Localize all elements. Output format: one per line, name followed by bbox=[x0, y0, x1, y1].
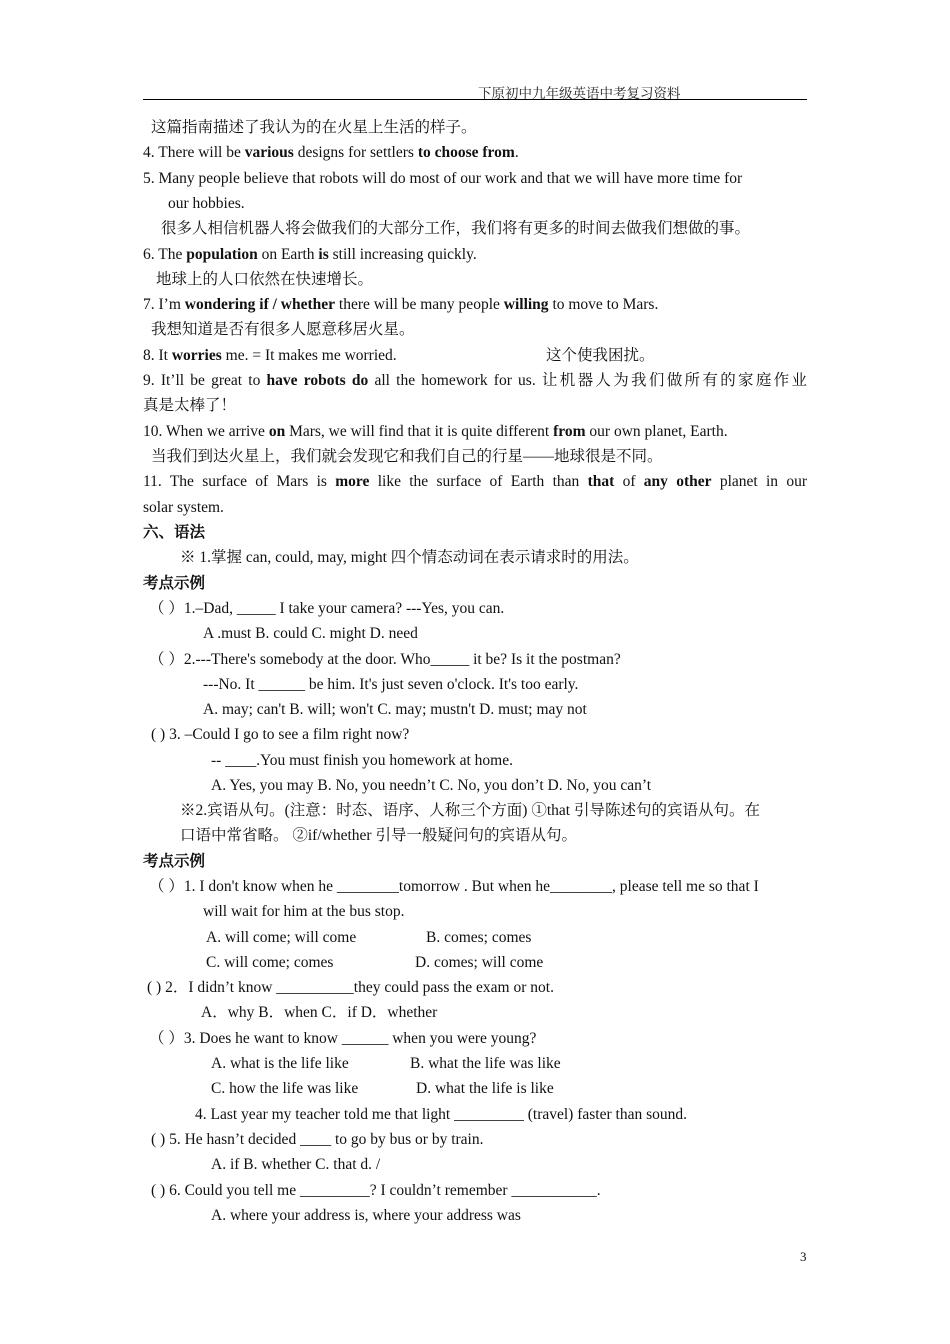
text-segment: 真是太棒了！ bbox=[143, 397, 237, 414]
text-segment: ( ) 5. He hasn’t decided ____ to go by bus or by train. bbox=[151, 1131, 484, 1148]
text-segment: to move to Mars. bbox=[548, 296, 659, 313]
text-line bbox=[151, 118, 477, 138]
text-segment: Mars, we will find that it is quite different bbox=[285, 423, 554, 440]
text-line bbox=[143, 245, 477, 265]
text-segment: 9. It’ll be great to bbox=[143, 372, 267, 389]
text-line bbox=[211, 1079, 358, 1099]
text-line bbox=[143, 472, 807, 492]
text-line bbox=[149, 1029, 536, 1049]
text-line bbox=[143, 523, 205, 543]
text-segment: solar system. bbox=[143, 499, 224, 516]
text-line bbox=[143, 396, 236, 416]
text-segment: worries bbox=[171, 347, 222, 364]
text-segment: on Earth bbox=[257, 246, 319, 263]
text-segment: of bbox=[614, 473, 644, 490]
text-segment: ( ) 3. –Could I go to see a film right now? bbox=[151, 726, 410, 743]
text-line bbox=[416, 1079, 554, 1099]
text-segment: 这个使我困扰。 bbox=[546, 347, 655, 364]
text-segment: A. if B. whether C. that d. / bbox=[211, 1156, 381, 1173]
text-segment: have robots do bbox=[266, 372, 369, 389]
page-header: 下原初中九年级英语中考复习资料 bbox=[478, 86, 681, 101]
text-line bbox=[546, 346, 655, 366]
text-segment: （ ）2.---There's somebody at the door. Who_____ it be? Is it the postman? bbox=[149, 651, 621, 668]
text-line bbox=[195, 1105, 687, 1125]
text-segment: ※ 1.掌握 can, could, may, might 四个情态动词在表示请求时的用法。 bbox=[180, 549, 639, 566]
text-line bbox=[180, 548, 639, 568]
text-segment: A．why B．when C．if D．whether bbox=[201, 1004, 438, 1021]
text-segment: 地球上的人口依然在快速增长。 bbox=[156, 271, 374, 288]
text-segment: wondering if / whether bbox=[184, 296, 336, 313]
text-line bbox=[156, 270, 373, 290]
text-line bbox=[211, 751, 513, 771]
text-segment: ( ) 6. Could you tell me _________? I couldn’t remember ___________. bbox=[151, 1182, 601, 1199]
text-line bbox=[206, 953, 333, 973]
text-segment: more bbox=[335, 473, 370, 490]
text-line bbox=[151, 1130, 483, 1150]
text-segment: various bbox=[244, 144, 294, 161]
text-segment: A. may; can't B. will; won't C. may; mustn't D. must; may not bbox=[203, 701, 587, 718]
text-segment: （ ）3. Does he want to know ______ when you were young? bbox=[149, 1030, 537, 1047]
text-segment: to choose from bbox=[417, 144, 515, 161]
text-segment: population bbox=[186, 246, 258, 263]
text-segment: 考点示例 bbox=[143, 853, 206, 870]
text-line bbox=[211, 1206, 521, 1226]
text-segment: planet in our bbox=[711, 473, 807, 490]
text-line bbox=[161, 219, 750, 239]
text-segment: （ ）1.–Dad, _____ I take your camera? ---Yes, you can. bbox=[149, 600, 505, 617]
text-segment: -- ____.You must finish you homework at home. bbox=[211, 752, 513, 769]
text-segment: 很多人相信机器人将会做我们的大部分工作，我们将有更多的时间去做我们想做的事。 bbox=[161, 220, 751, 237]
text-segment: 5. Many people believe that robots will do most of our work and that we will have more time for bbox=[143, 170, 743, 187]
text-line bbox=[143, 346, 397, 366]
text-segment: （ ）1. I don't know when he ________tomorrow . But when he________, please tell me so that I bbox=[149, 878, 759, 895]
text-line bbox=[149, 650, 621, 670]
text-line bbox=[143, 169, 742, 189]
text-line bbox=[203, 902, 404, 922]
text-segment: A .must B. could C. might D. need bbox=[203, 625, 418, 642]
text-segment: ---No. It ______ be him. It's just seven o'clock. It's too early. bbox=[203, 676, 579, 693]
text-line bbox=[426, 928, 531, 948]
text-line bbox=[201, 1003, 437, 1023]
text-segment: . bbox=[514, 144, 519, 161]
text-segment: A. what is the life like bbox=[211, 1055, 349, 1072]
text-line bbox=[149, 599, 504, 619]
text-segment: 10. When we arrive bbox=[143, 423, 269, 440]
text-segment: 6. The bbox=[143, 246, 187, 263]
text-segment: on bbox=[268, 423, 286, 440]
text-line bbox=[180, 826, 577, 846]
text-segment: like the surface of Earth than bbox=[369, 473, 588, 490]
text-segment: 口语中常省略。 ②if/whether 引导一般疑问句的宾语从句。 bbox=[180, 827, 577, 844]
text-line bbox=[168, 194, 245, 214]
text-segment: all the homework for us. 让机器人为我们做所有的家庭作业 bbox=[368, 372, 808, 389]
text-line bbox=[206, 928, 356, 948]
text-segment: 11. The surface of Mars is bbox=[143, 473, 336, 490]
text-segment: 8. It bbox=[143, 347, 172, 364]
text-segment: willing bbox=[503, 296, 549, 313]
text-line bbox=[147, 978, 554, 998]
text-segment: 我想知道是否有很多人愿意移居火星。 bbox=[151, 321, 415, 338]
text-segment: will wait for him at the bus stop. bbox=[203, 903, 405, 920]
text-line bbox=[180, 801, 760, 821]
text-line bbox=[143, 143, 519, 163]
text-line bbox=[410, 1054, 561, 1074]
text-segment: our own planet, Earth. bbox=[585, 423, 728, 440]
text-line bbox=[203, 675, 578, 695]
text-segment: A. will come; will come bbox=[206, 929, 357, 946]
text-segment: me. = It makes me worried. bbox=[221, 347, 397, 364]
text-segment: A. Yes, you may B. No, you needn’t C. No, you don’t D. No, you can’t bbox=[211, 777, 652, 794]
text-segment: 4. Last year my teacher told me that light _________ (travel) faster than sound. bbox=[195, 1106, 687, 1123]
text-segment: 当我们到达火星上，我们就会发现它和我们自己的行星——地球很是不同。 bbox=[151, 448, 663, 465]
text-segment: our hobbies. bbox=[168, 195, 245, 212]
text-segment: B. what the life was like bbox=[410, 1055, 561, 1072]
text-line bbox=[151, 725, 409, 745]
text-segment: is bbox=[318, 246, 329, 263]
text-segment: 4. There will be bbox=[143, 144, 245, 161]
text-segment: 7. I’m bbox=[143, 296, 185, 313]
text-segment: 考点示例 bbox=[143, 575, 206, 592]
text-line bbox=[143, 295, 658, 315]
text-line bbox=[149, 877, 759, 897]
text-segment: any other bbox=[643, 473, 712, 490]
header-rule bbox=[143, 99, 807, 100]
text-line bbox=[143, 852, 205, 872]
text-segment: 这篇指南描述了我认为的在火星上生活的样子。 bbox=[151, 119, 477, 136]
text-line bbox=[211, 1155, 380, 1175]
text-line bbox=[143, 371, 807, 391]
text-segment: ( ) 2．I didn’t know __________they could pass the exam or not. bbox=[147, 979, 554, 996]
text-line bbox=[143, 498, 224, 518]
text-line bbox=[151, 447, 663, 467]
page-number: 3 bbox=[800, 1249, 807, 1264]
text-line bbox=[143, 422, 728, 442]
text-segment: C. how the life was like bbox=[211, 1080, 359, 1097]
text-segment: D. comes; will come bbox=[415, 954, 544, 971]
text-line bbox=[151, 1181, 601, 1201]
text-segment: D. what the life is like bbox=[416, 1080, 554, 1097]
text-segment: from bbox=[553, 423, 586, 440]
text-segment: ※2.宾语从句。(注意：时态、语序、人称三个方面) ①that 引导陈述句的宾语从句。在 bbox=[180, 802, 760, 819]
text-line bbox=[211, 1054, 349, 1074]
text-segment: designs for settlers bbox=[293, 144, 418, 161]
text-segment: that bbox=[587, 473, 615, 490]
text-line bbox=[203, 700, 587, 720]
text-segment: C. will come; comes bbox=[206, 954, 334, 971]
text-line bbox=[211, 776, 651, 796]
text-line bbox=[203, 624, 418, 644]
text-line bbox=[143, 574, 205, 594]
text-segment: 六、语法 bbox=[143, 524, 206, 541]
text-segment: A. where your address is, where your address was bbox=[211, 1207, 521, 1224]
text-segment: there will be many people bbox=[335, 296, 504, 313]
text-segment: B. comes; comes bbox=[426, 929, 532, 946]
text-line bbox=[151, 320, 415, 340]
text-line bbox=[415, 953, 543, 973]
text-segment: still increasing quickly. bbox=[328, 246, 477, 263]
